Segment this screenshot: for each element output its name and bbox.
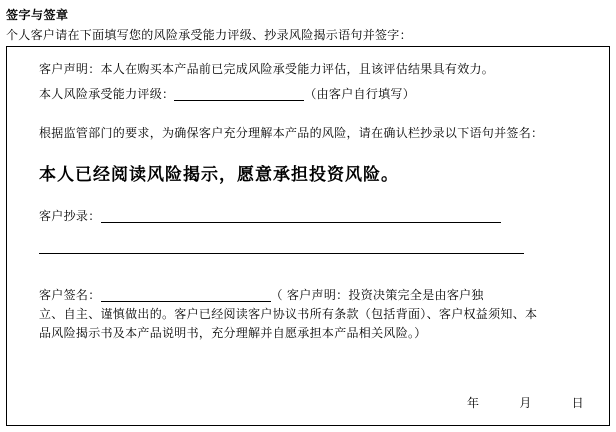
signature-input[interactable] [101,301,271,302]
risk-grade-label: 本人风险承受能力评级： [39,87,175,101]
risk-grade-note: （由客户自行填写） [304,87,416,101]
transcribe-input-line-2[interactable] [39,253,524,254]
date-year-label: 年 [467,396,480,410]
date-day-label: 日 [571,396,584,410]
customer-declaration: 客户声明：本人在购买本产品前已完成风险承受能力评估，且该评估结果具有效力。 [39,62,495,76]
risk-grade-input[interactable] [174,100,304,101]
date-row [427,394,584,411]
signature-box-content [39,61,595,343]
spacer [39,78,595,86]
signature-note-line-3: 品风险揭示书及本产品说明书，充分理解并自愿承担本产品相关风险。） [39,326,427,340]
signature-label: 客户签名： [39,288,101,302]
spacer [39,103,595,125]
risk-grade-row [39,86,595,103]
transcribe-row-2 [39,239,595,256]
date-month-label: 月 [519,396,532,410]
spacer [39,278,595,286]
spacer [39,256,595,278]
spacer [39,225,595,239]
signature-note-open: （ 客户声明：投资决策完全是由客户独 [270,288,484,302]
transcribe-input-line-1[interactable] [101,222,501,223]
signature-note-line-2: 立、自主、谨慎做出的。客户已经阅读客户协议书所有条款（包括背面）、客户权益须知、本 [39,307,538,321]
intro-text: 个人客户请在下面填写您的风险承受能力评级、抄录风险揭示语句并签字： [6,28,412,42]
spacer [39,142,595,164]
risk-statement: 本人已经阅读风险揭示，愿意承担投资风险。 [39,165,399,185]
page-title: 签字与签章 [6,8,69,22]
transcribe-label: 客户抄录： [39,209,101,223]
signature-box [6,46,610,426]
requirement-text: 根据监管部门的要求，为确保客户充分理解本产品的风险，请在确认栏抄录以下语句并签名： [39,126,544,140]
transcribe-row [39,208,595,225]
signature-block [39,286,595,343]
spacer [39,186,595,208]
